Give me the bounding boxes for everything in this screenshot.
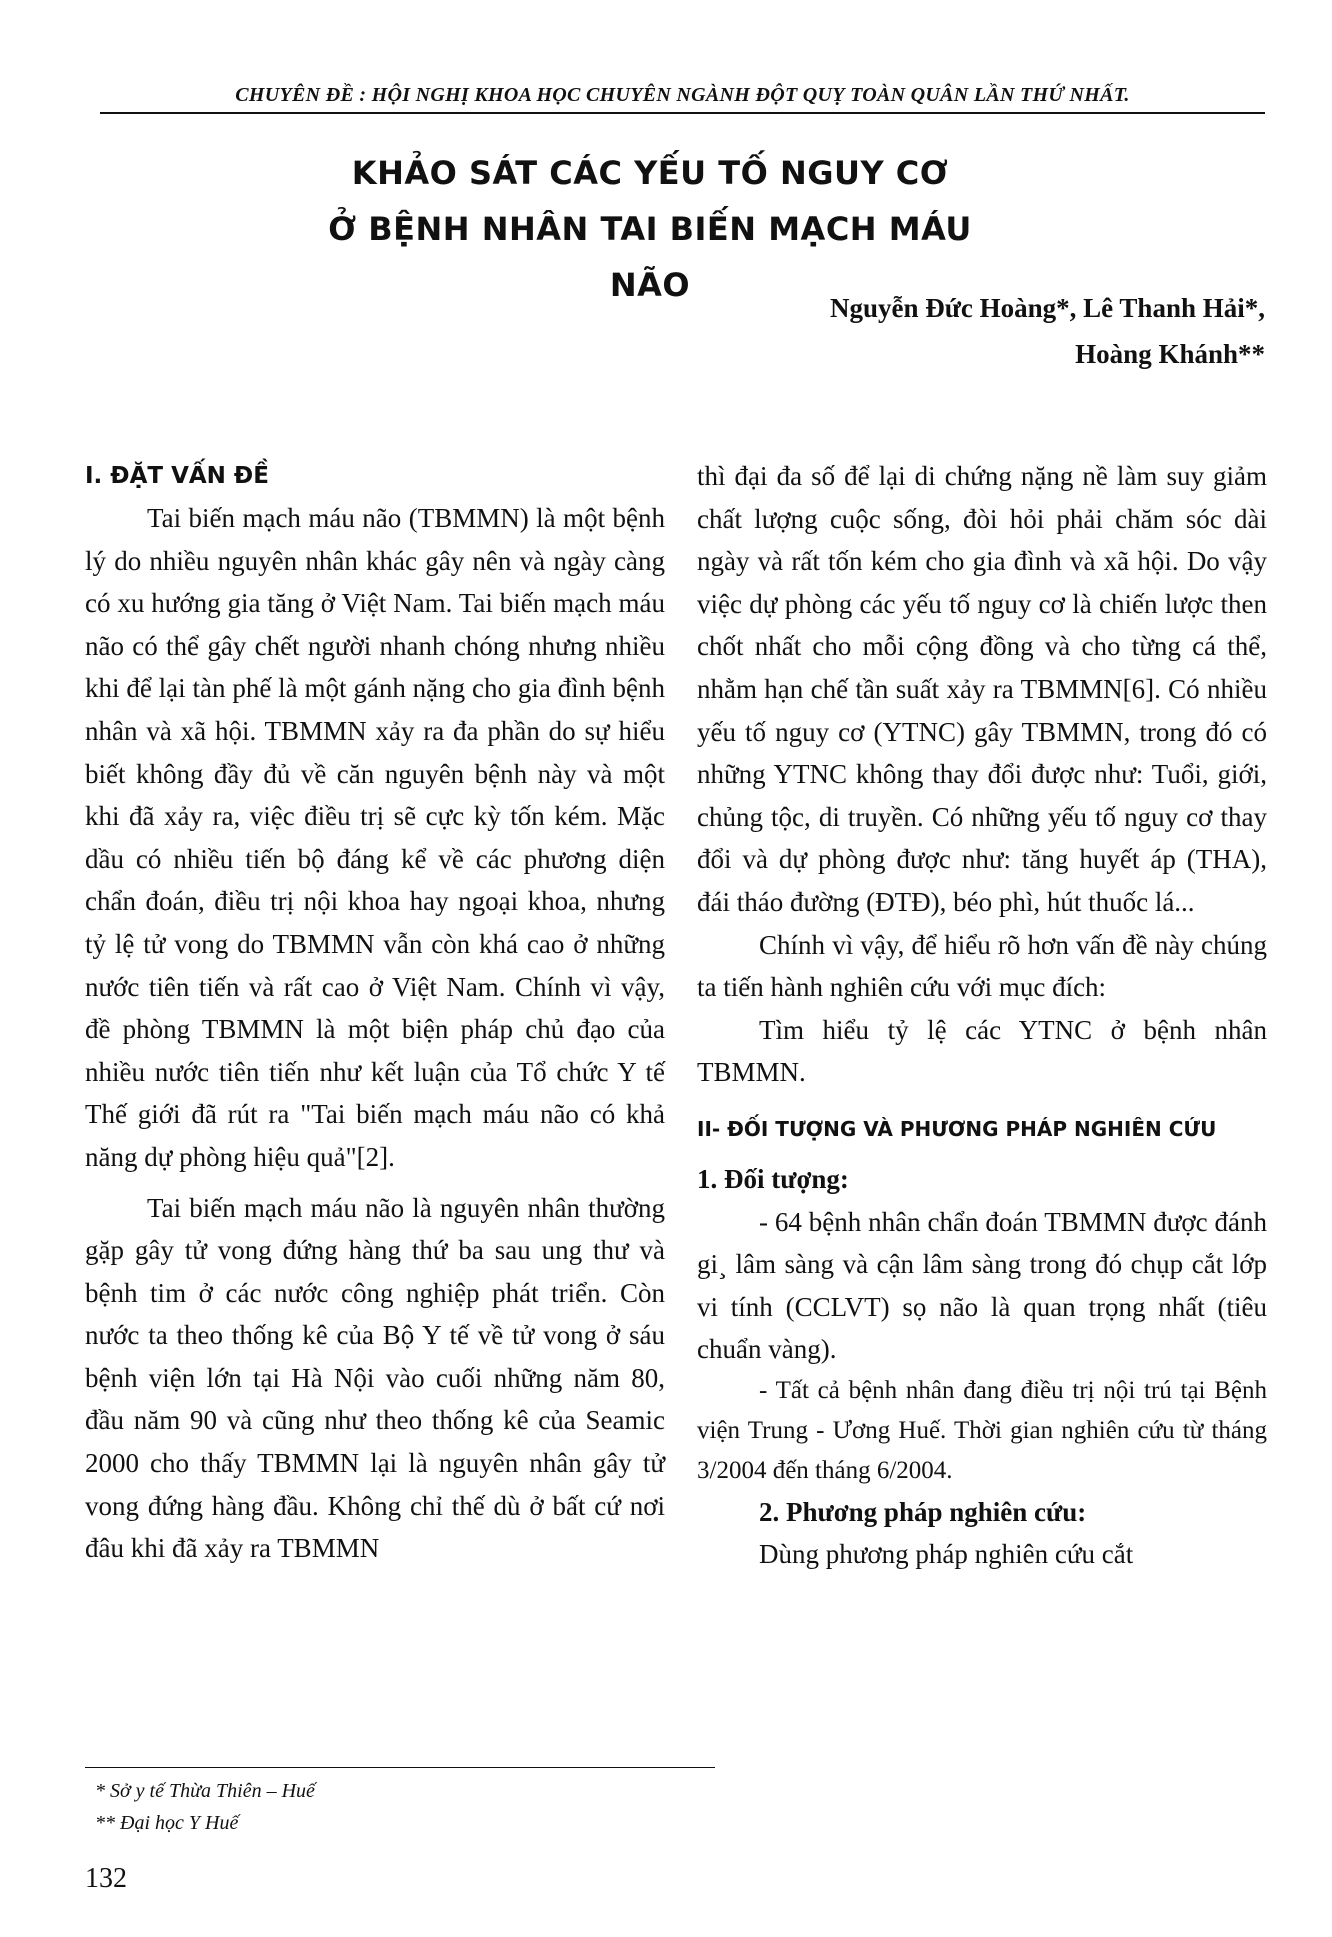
footnote-1: * Sở y tế Thừa Thiên – Huế [95, 1780, 315, 1802]
subjects-bullet-2: - Tất cả bệnh nhân đang điều trị nội trú tại Bệnh viện Trung - Ương Huế. Thời gian nghiên cứu từ tháng 3/2004 đến tháng 6/2004. [697, 1376, 1267, 1484]
subsection-1-heading: 1. Đối tượng: [697, 1163, 849, 1194]
methods-paragraph: Dùng phương pháp nghiên cứu cắt [759, 1539, 1134, 1570]
title-line-2: Ở BỆNH NHÂN TAI BIẾN MẠCH MÁU NÃO [328, 210, 972, 304]
section-1-paragraph-2: Tai biến mạch máu não là nguyên nhân thường gặp gây tử vong đứng hàng thứ ba sau ung thư và bệnh tim ở các nước công nghiệp phát triển. Còn nước ta theo thống kê của Bộ Y tế về tử vong ở sáu bệnh viện lớn tại Hà Nội vào cuối những năm 80, đầu năm 90 và cũng như theo thống kê của Seamic 2000 cho thấy TBMMN lại là nguyên nhân gây tử vong đứng hàng đầu. Không chỉ thế dù ở bất cứ nơi đâu khi đã xảy ra TBMMN [85, 1192, 665, 1564]
subsection-2-heading: 2. Phương pháp nghiên cứu: [759, 1496, 1087, 1527]
section-1-paragraph-3: Chính vì vậy, để hiểu rõ hơn vấn đề này chúng ta tiến hành nghiên cứu với mục đích: [697, 929, 1267, 1003]
running-head: CHUYÊN ĐỀ : HỘI NGHỊ KHOA HỌC CHUYÊN NGÀNH ĐỘT QUỴ TOÀN QUÂN LẦN THỨ NHẤT. [235, 84, 1130, 106]
authors [830, 285, 1265, 377]
title-line-1: KHẢO SÁT CÁC YẾU TỐ NGUY CƠ [351, 154, 949, 192]
section-1-paragraph-4: Tìm hiểu tỷ lệ các YTNC ở bệnh nhân TBMMN. [697, 1014, 1267, 1088]
authors-line-1: Nguyễn Đức Hoàng*, Lê Thanh Hải*, [829, 293, 1265, 323]
authors-line-2: Hoàng Khánh** [1075, 339, 1265, 369]
section-1-heading: I. ĐẶT VẤN ĐỀ [85, 463, 269, 489]
page-number: 132 [85, 1863, 127, 1894]
section-1-paragraph-2-continued: thì đại đa số để lại di chứng nặng nề làm suy giảm chất lượng cuộc sống, đòi hỏi phải chăm sóc dài ngày và rất tốn kém cho gia đình và xã hội. Do vậy việc dự phòng các yếu tố nguy cơ là chiến lược then chốt nhất cho mỗi cộng đồng và cho từng cá thể, nhằm hạn chế tần suất xảy ra TBMMN[6]. Có nhiều yếu tố nguy cơ (YTNC) gây TBMMN, trong đó có những YTNC không thay đổi được như: Tuổi, giới, chủng tộc, di truyền. Có những yếu tố nguy cơ thay đổi và dự phòng được như: tăng huyết áp (THA), đái tháo đường (ĐTĐ), béo phì, hút thuốc lá... [697, 461, 1267, 917]
left-column [85, 455, 665, 1570]
right-column [697, 455, 1267, 1576]
footnotes [95, 1775, 315, 1839]
section-1-paragraph-1: Tai biến mạch máu não (TBMMN) là một bệnh lý do nhiều nguyên nhân khác gây nên và ngày càng có xu hướng gia tăng ở Việt Nam. Tai biến mạch máu não có thể gây chết người nhanh chóng nhưng nhiều khi để lại tàn phế là một gánh nặng cho gia đình bệnh nhân và xã hội. TBMMN xảy ra đa phần do sự hiểu biết không đầy đủ về căn nguyên bệnh này và một khi đã xảy ra, việc điều trị sẽ cực kỳ tốn kém. Mặc dầu có nhiều tiến bộ đáng kể về các phương diện chẩn đoán, điều trị nội khoa hay ngoại khoa, nhưng tỷ lệ tử vong do TBMMN vẫn còn khá cao ở những nước tiên tiến và rất cao ở Việt Nam. Chính vì vậy, đề phòng TBMMN là một biện pháp chủ đạo của nhiều nước tiên tiến như kết luận của Tổ chức Y tế Thế giới đã rút ra "Tai biến mạch máu não có khả năng dự phòng hiệu quả"[2]. [85, 503, 665, 1172]
footnote-rule [85, 1767, 715, 1768]
subjects-bullet-1: - 64 bệnh nhân chẩn đoán TBMMN được đánh gi¸ lâm sàng và cận lâm sàng trong đó chụp cắt lớp vi tính (CCLVT) sọ não là quan trọng nhất (tiêu chuẩn vàng). [697, 1206, 1267, 1365]
footnote-2: ** Đại học Y Huế [95, 1812, 239, 1834]
section-2-heading: II- ĐỐI TƯỢNG VÀ PHƯƠNG PHÁP NGHIÊN CỨU [697, 1116, 1217, 1141]
header-rule [100, 112, 1265, 114]
